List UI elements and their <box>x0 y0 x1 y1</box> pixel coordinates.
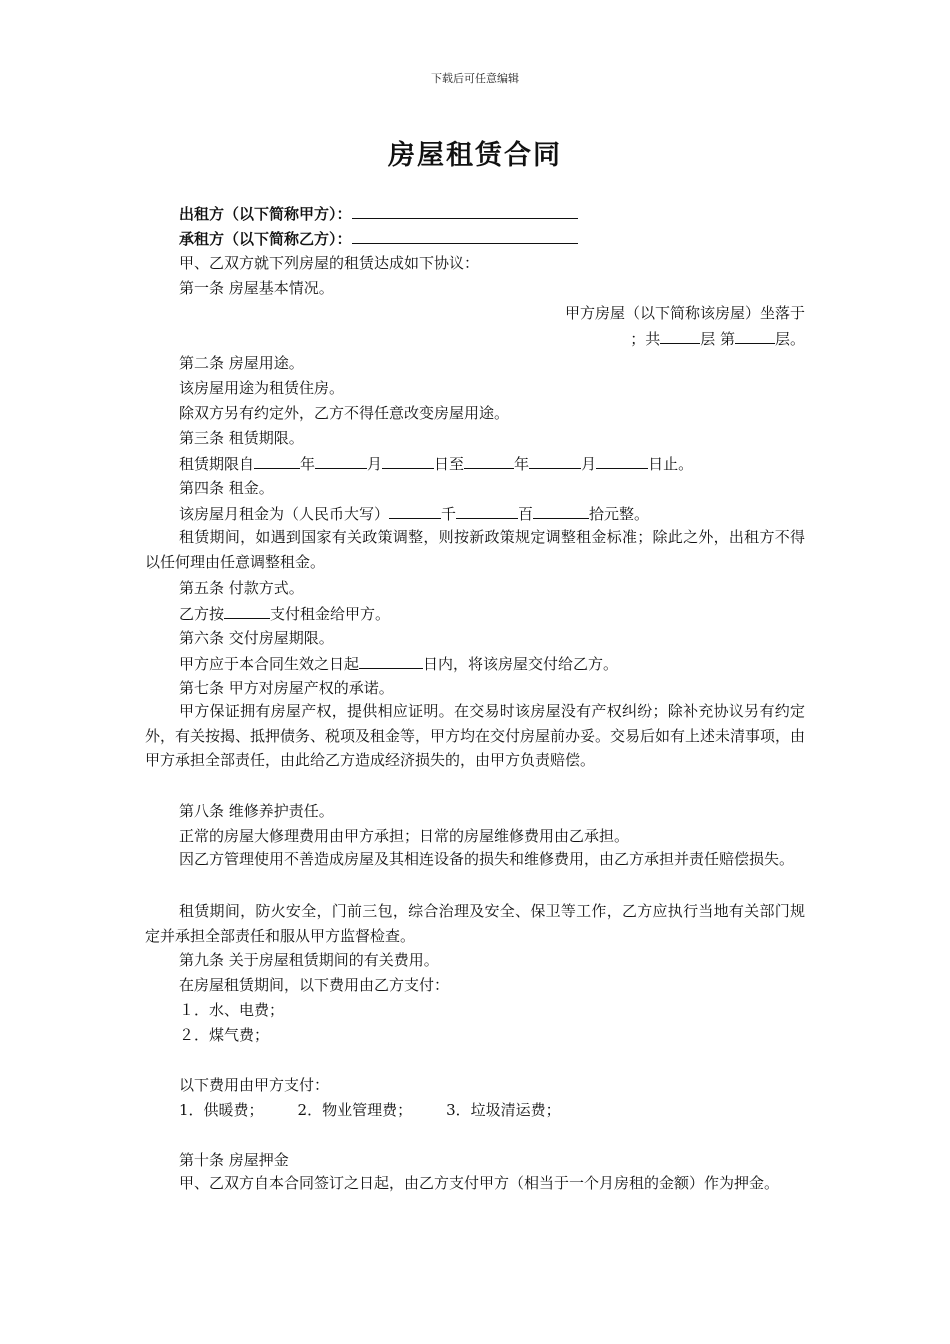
article-3-term <box>145 453 805 473</box>
article-1-floors <box>145 328 805 348</box>
term-text-4: 年 <box>514 455 530 473</box>
party-b-label: 承租方（以下简称乙方）： <box>179 230 352 248</box>
article-9-heading: 第九条 关于房屋租赁期间的有关费用。 <box>179 951 439 969</box>
party-a-blank[interactable] <box>352 203 578 219</box>
article-2-p1: 该房屋用途为租赁住房。 <box>179 379 345 397</box>
end-year-blank[interactable] <box>464 453 514 469</box>
floor-number-blank[interactable] <box>735 328 775 344</box>
rent-text-2: 百 <box>518 505 534 523</box>
article-7-heading: 第七条 甲方对房屋产权的承诺。 <box>179 679 394 697</box>
article-10-heading: 第十条 房屋押金 <box>179 1151 289 1169</box>
floors-text-b: 层 第 <box>700 330 735 348</box>
article-4-rent <box>145 503 805 523</box>
article-7-paragraph: 甲方保证拥有房屋产权，提供相应证明。在交易时该房屋没有产权纠纷；除补充协议另有约定外，有关按揭、抵押债务、税项及租金等，甲方均在交付房屋前办妥。交易后如有上述未清事项，由甲方承担全部责任，由此给乙方造成经济损失的，由甲方负责赔偿。 <box>145 702 806 769</box>
delivery-text-1: 日内，将该房屋交付给乙方。 <box>423 655 619 673</box>
article-8-p2: 因乙方管理使用不善造成房屋及其相连设备的损失和维修费用，由乙方承担并责任赔偿损失。 <box>179 850 795 868</box>
page-header: 下载后可任意编辑 <box>431 72 519 85</box>
end-day-blank[interactable] <box>596 453 648 469</box>
article-5-payment <box>145 603 805 623</box>
article-9-tenant-intro: 在房屋租赁期间，以下费用由乙方支付： <box>179 976 450 994</box>
article-8-p3: 租赁期间，防火安全，门前三包，综合治理及安全、保卫等工作，乙方应执行当地有关部门规定并承担全部责任和服从甲方监督检查。 <box>145 902 805 945</box>
rent-hundreds-blank[interactable] <box>456 503 518 519</box>
article-10-paragraph: 甲、乙双方自本合同签订之日起，由乙方支付甲方（相当于一个月房租的金额）作为押金。 <box>179 1174 780 1192</box>
term-text-2: 月 <box>367 455 383 473</box>
rent-text-1: 千 <box>441 505 457 523</box>
floors-text-c: 层。 <box>774 330 805 348</box>
article-4-heading: 第四条 租金。 <box>179 479 274 497</box>
term-text-1: 年 <box>300 455 316 473</box>
term-text-3: 日至 <box>434 455 465 473</box>
end-month-blank[interactable] <box>529 453 581 469</box>
rent-tens-blank[interactable] <box>533 503 589 519</box>
rent-thousands-blank[interactable] <box>389 503 441 519</box>
term-text-6: 日止。 <box>648 455 694 473</box>
landlord-item-2: 2．物业管理费； <box>297 1101 413 1119</box>
rent-text-0: 该房屋月租金为（人民币大写） <box>179 505 390 523</box>
article-1-heading: 第一条 房屋基本情况。 <box>179 279 334 297</box>
party-a-line <box>145 203 805 223</box>
article-5-heading: 第五条 付款方式。 <box>179 579 304 597</box>
landlord-item-1: 1．供暖费； <box>179 1101 264 1119</box>
article-8-heading: 第八条 维修养护责任。 <box>179 802 334 820</box>
term-text-0: 租赁期限自 <box>179 455 255 473</box>
article-2-p2: 除双方另有约定外，乙方不得任意改变房屋用途。 <box>179 404 510 422</box>
article-2-heading: 第二条 房屋用途。 <box>179 354 304 372</box>
article-4-paragraph: 租赁期间，如遇到国家有关政策调整，则按新政策规定调整租金标准；除此之外，出租方不得以任何理由任意调整租金。 <box>145 528 805 571</box>
floors-text-a: ；共 <box>630 330 661 348</box>
intro-text: 甲、乙双方就下列房屋的租赁达成如下协议： <box>179 254 480 272</box>
delivery-days-blank[interactable] <box>359 653 423 669</box>
party-b-blank[interactable] <box>352 228 578 244</box>
party-b-line <box>145 228 805 248</box>
payment-method-blank[interactable] <box>224 603 270 619</box>
document-title: 房屋租赁合同 <box>388 140 562 171</box>
article-3-heading: 第三条 租赁期限。 <box>179 429 304 447</box>
article-9-item-1: １．水、电费； <box>179 1001 285 1019</box>
article-6-delivery <box>145 653 805 673</box>
party-a-label: 出租方（以下简称甲方）： <box>179 205 352 223</box>
start-year-blank[interactable] <box>254 453 300 469</box>
delivery-text-0: 甲方应于本合同生效之日起 <box>179 655 360 673</box>
landlord-item-3: 3．垃圾清运费； <box>446 1101 561 1119</box>
payment-text-1: 支付租金给甲方。 <box>270 605 391 623</box>
payment-text-0: 乙方按 <box>179 605 225 623</box>
article-9-landlord-intro: 以下费用由甲方支付： <box>179 1076 330 1094</box>
article-8-p1: 正常的房屋大修理费用由甲方承担；日常的房屋维修费用由乙承担。 <box>179 827 630 845</box>
article-9-item-2: ２．煤气费； <box>179 1026 270 1044</box>
start-day-blank[interactable] <box>382 453 434 469</box>
total-floors-blank[interactable] <box>660 328 700 344</box>
article-6-heading: 第六条 交付房屋期限。 <box>179 629 334 647</box>
start-month-blank[interactable] <box>315 453 367 469</box>
article-9-landlord-items <box>145 1100 805 1120</box>
rent-text-3: 拾元整。 <box>589 505 650 523</box>
article-1-location: 甲方房屋（以下简称该房屋）坐落于 <box>564 304 805 322</box>
term-text-5: 月 <box>581 455 597 473</box>
